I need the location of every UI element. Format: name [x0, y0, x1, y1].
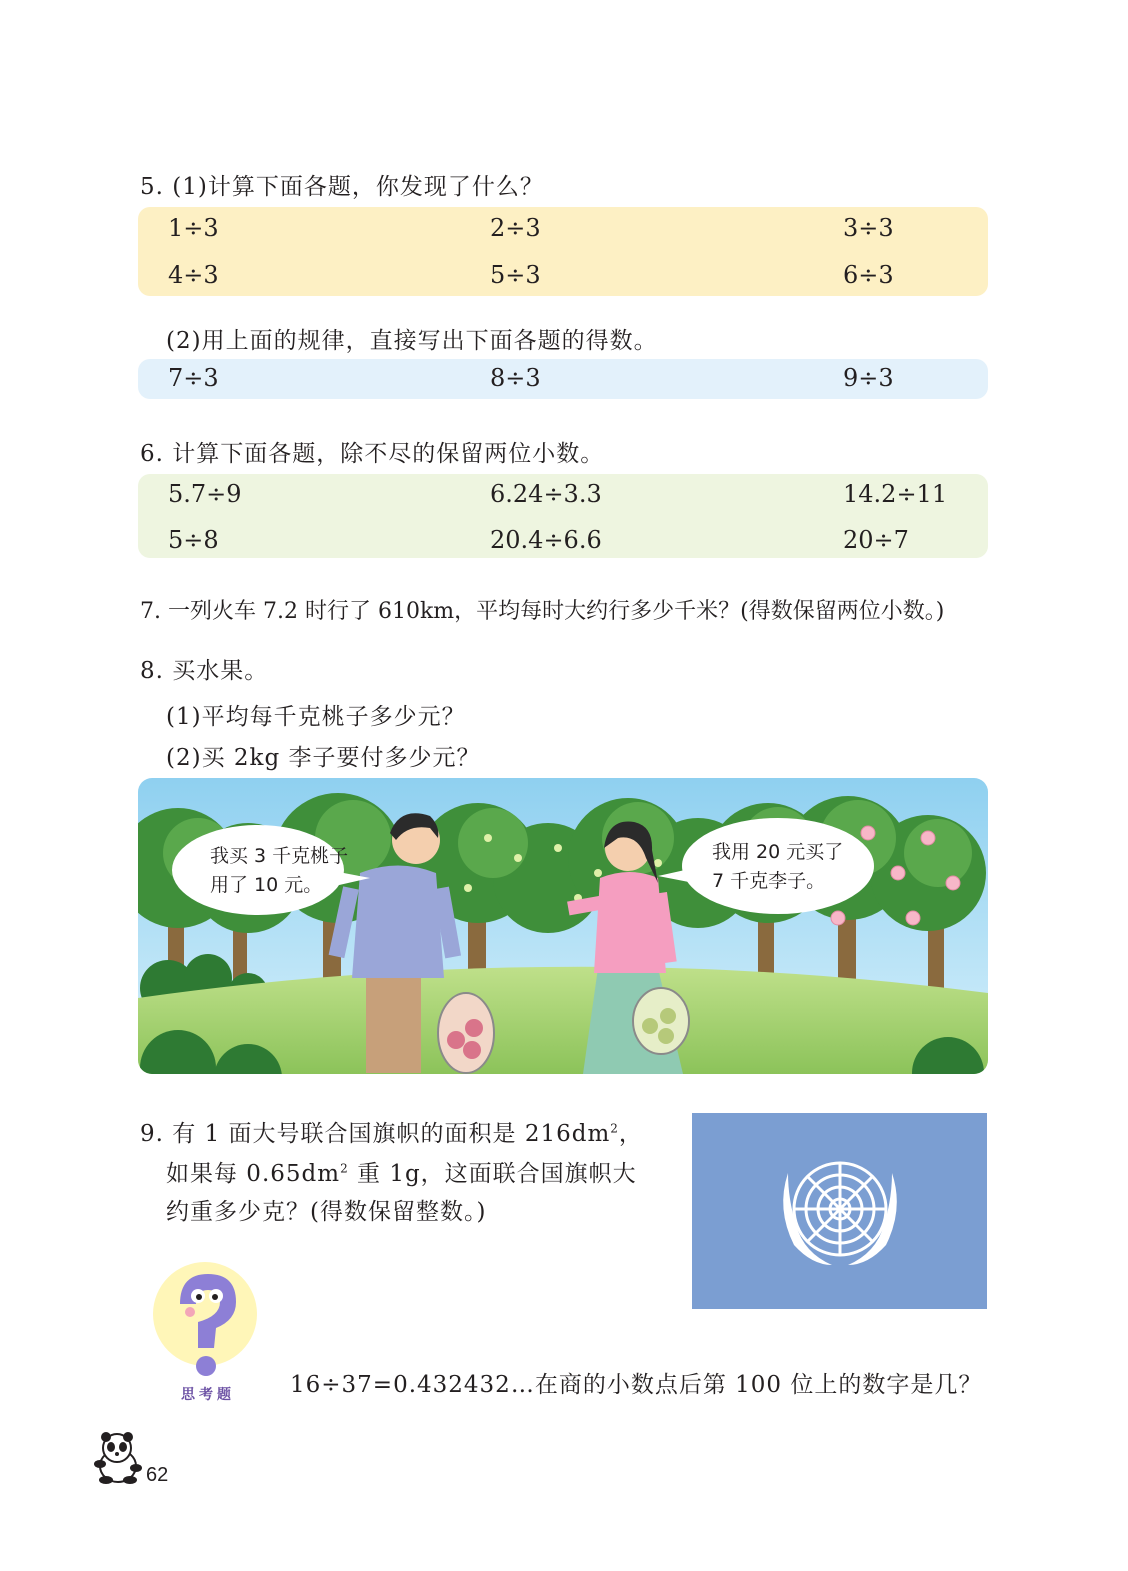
expr: 9÷3 — [843, 364, 894, 392]
q6-label: 6. 计算下面各题，除不尽的保留两位小数。 — [140, 441, 605, 467]
expr: 20.4÷6.6 — [490, 526, 602, 554]
q5-set2-box — [138, 359, 988, 399]
expr: 7÷3 — [168, 364, 219, 392]
think-label: 思考题 — [181, 1387, 235, 1403]
panda-icon — [92, 1430, 142, 1485]
q9-line2-end: 重 1g，这面联合国旗帜大 — [348, 1161, 637, 1187]
q5-part2-label: (2)用上面的规律，直接写出下面各题的得数。 — [166, 328, 658, 354]
q5-set1-box — [138, 207, 988, 296]
q6-set-box — [138, 474, 988, 558]
expr: 5.7÷9 — [168, 480, 242, 508]
q9-line1 — [140, 1115, 643, 1148]
q9-line1-text: 9. 有 1 面大号联合国旗帜的面积是 216dm — [140, 1121, 611, 1147]
bubble-woman-line1: 我用 20 元买了 — [712, 841, 844, 863]
expr: 14.2÷11 — [843, 480, 948, 508]
expr: 2÷3 — [490, 214, 541, 242]
q9-line1-sup: 2 — [610, 1121, 619, 1136]
q7-label: 7. 一列火车 7.2 时行了 610km，平均每时大约行多少千米？(得数保留两位小数。) — [140, 599, 945, 624]
q9-line1-end: ， — [618, 1121, 643, 1147]
q8-sub2: (2)买 2kg 李子要付多少元？ — [166, 745, 481, 771]
bubble-woman-line2: 7 千克李子。 — [712, 870, 826, 892]
expr: 6÷3 — [843, 261, 894, 289]
page-number: 62 — [146, 1464, 169, 1486]
q9-line2-sup: 2 — [340, 1161, 349, 1176]
expr: 5÷3 — [490, 261, 541, 289]
fruit-shopping-illustration — [138, 778, 988, 1074]
think-question: 16÷37=0.432432…在商的小数点后第 100 位上的数字是几？ — [290, 1372, 983, 1398]
un-emblem-icon — [692, 1113, 987, 1309]
panda-mascot — [92, 1430, 142, 1485]
q8-sub1: (1)平均每千克桃子多少元？ — [166, 704, 466, 730]
expr: 5÷8 — [168, 526, 219, 554]
q8-label: 8. 买水果。 — [140, 658, 269, 684]
expr: 4÷3 — [168, 261, 219, 289]
peach-bag — [438, 993, 494, 1073]
bubble-man-line2: 用了 10 元。 — [210, 874, 323, 896]
question-mark-mascot — [150, 1262, 260, 1387]
plum-bag — [633, 988, 689, 1054]
q9-line3: 约重多少克？(得数保留整数。) — [166, 1199, 487, 1225]
bubble-man-line1: 我买 3 千克桃子 — [210, 845, 349, 867]
expr: 8÷3 — [490, 364, 541, 392]
expr: 20÷7 — [843, 526, 909, 554]
un-flag-image — [692, 1113, 987, 1309]
q5-part1-label: 5. (1)计算下面各题，你发现了什么？ — [140, 174, 544, 200]
q9-line2-text: 如果每 0.65dm — [166, 1161, 341, 1187]
expr: 1÷3 — [168, 214, 219, 242]
question-mark-icon — [150, 1262, 260, 1387]
expr: 3÷3 — [843, 214, 894, 242]
q9-line2 — [166, 1155, 637, 1188]
expr: 6.24÷3.3 — [490, 480, 602, 508]
